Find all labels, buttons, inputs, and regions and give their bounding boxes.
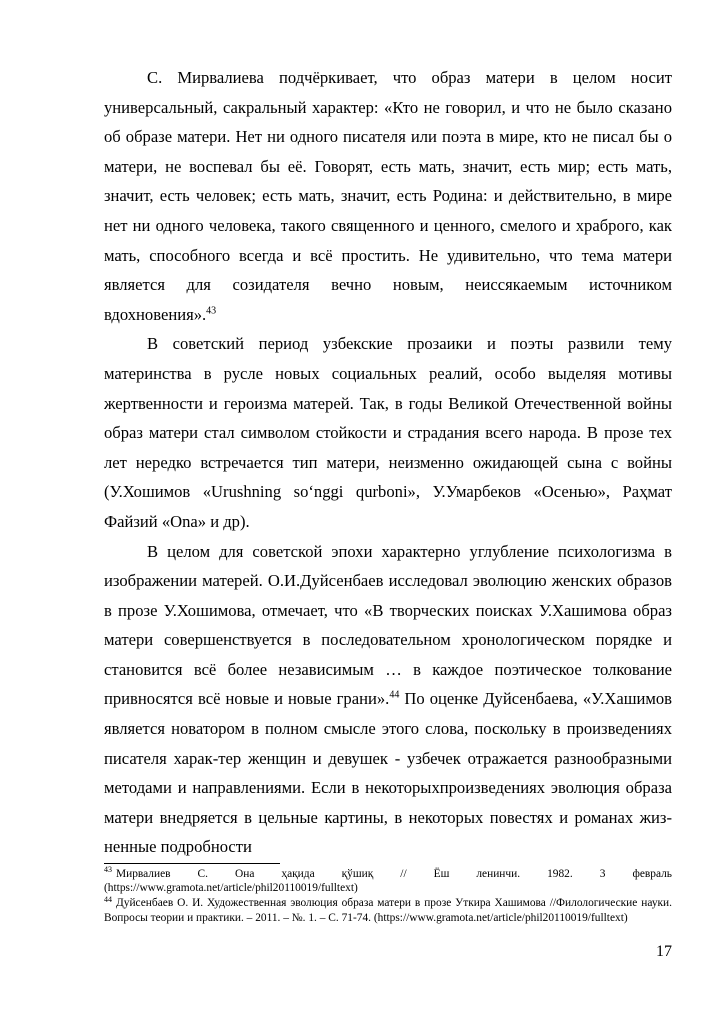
footnote-43 xyxy=(104,867,672,895)
footnote-separator xyxy=(104,863,280,864)
footnote-ref-44[interactable]: 44 xyxy=(389,689,400,701)
paragraph-3-text-part2: По оценке Дуйсенбаева, «У.Хашимов является новатором в полном смысле этого слова, поскольку в произведениях писателя харак-тер женщин и девушек - узбечек отражается разнообразными методами и направлениями. Если в некоторыхпроизведениях эволюция образа матери внедряется в цельные картины, в некоторых повестях и романах жиз-ненные подробности xyxy=(104,689,672,857)
paragraph-2 xyxy=(104,329,672,536)
footnote-text: Мирвалиев С. Она ҳақида қўшиқ // Ёш ленинчи. 1982. 3 февраль (https://www.gramota.net/article/phil20110019/fulltext) xyxy=(104,868,672,895)
page-number: 17 xyxy=(656,943,672,960)
main-text xyxy=(104,63,672,862)
footnote-ref-43[interactable]: 43 xyxy=(206,305,217,317)
paragraph-2-text: В советский период узбекские прозаики и поэты развили тему материнства в русле новых социальных реалий, особо выделяя мотивы жертвенности и героизма матерей. Так, в годы Великой Отечественной войны образ матери стал символом стойкости и страдания всего народа. В прозе тех лет нередко встречается тип матери, неизменно ожидающей сына с войны (У.Хошимов «Urushning soʻnggi qurboni», У.Умарбеков «Осенью», Раҳмат Файзий «Ona» и др). xyxy=(104,334,672,531)
paragraph-3 xyxy=(104,537,672,863)
footnote-number: 44 xyxy=(104,894,112,904)
paragraph-1-text: С. Мирвалиева подчёркивает, что образ матери в целом носит универсальный, сакральный характер: «Кто не говорил, и что не было сказано об образе матери. Нет ни одного писателя или поэта в мире, кто не писал бы о матери, не воспевал бы её. Говорят, есть мать, значит, есть мир; есть мать, значит, есть человек; есть мать, значит, есть Родина: и действительно, в мире нет ни одного человека, такого священного и ценного, смелого и храброго, как мать, способного всегда и всё простить. Не удивительно, что тема матери является для созидателя вечно новым, неиссякаемым источником вдохновения». xyxy=(104,68,672,324)
footnotes xyxy=(104,867,672,926)
paragraph-3-text-part1: В целом для советской эпохи характерно углубление психологизма в изображении матерей. О.И.Дуйсенбаев исследовал эволюцию женских образов в прозе У.Хошимова, отмечает, что «В творческих поисках У.Хашимова образ матери совершенствуется в последовательном хронологическом порядке и становится всё более независимым … в каждое поэтическое толкование привносятся всё новые и новые грани». xyxy=(104,541,672,709)
footnote-number: 43 xyxy=(104,865,112,875)
paragraph-1 xyxy=(104,63,672,329)
footnote-text: Дуйсенбаев О. И. Художественная эволюция образа матери в прозе Уткира Хашимова //Филологические науки. Вопросы теории и практики. – 2011. – №. 1. – С. 71-74. (https://www.gramota.net/article/phil20110019/fulltext) xyxy=(104,897,672,924)
footnote-44 xyxy=(104,896,672,924)
